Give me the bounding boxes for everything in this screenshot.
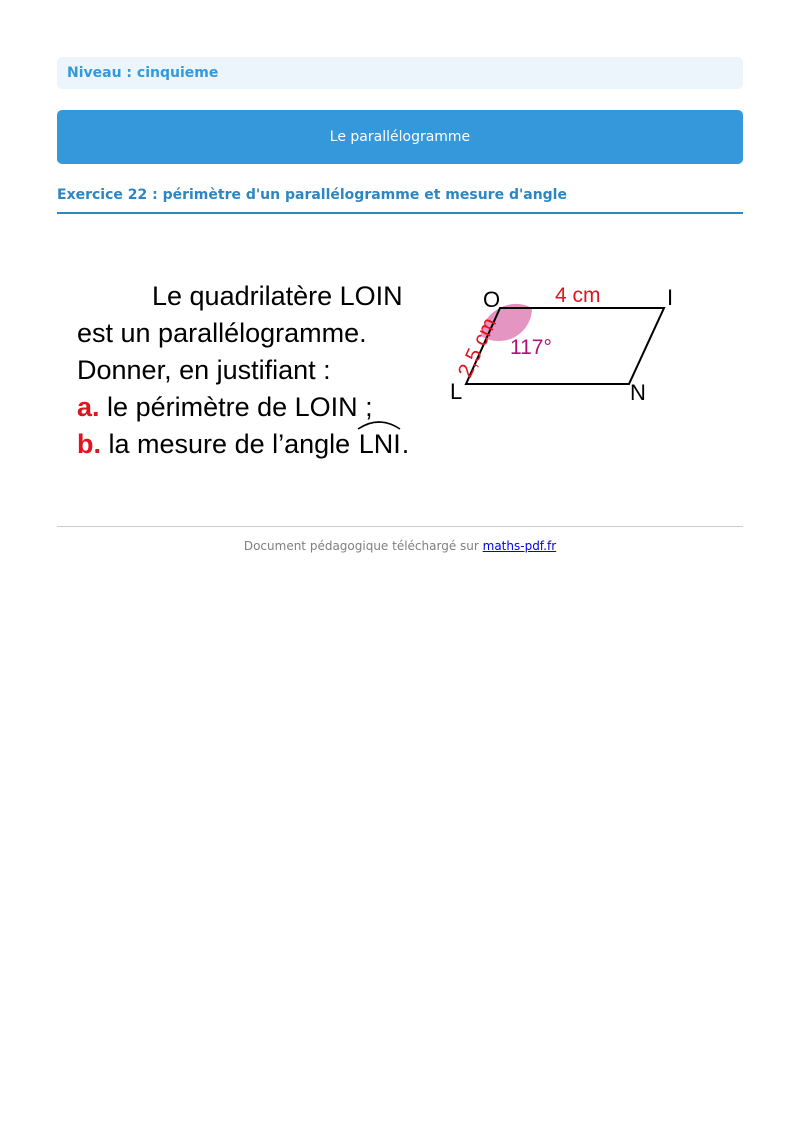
question-b (77, 426, 447, 463)
vertex-i-label: I (667, 285, 674, 310)
parallelogram-figure (440, 275, 700, 410)
statement-line-2: est un parallélogramme. (77, 318, 367, 348)
question-b-text: la mesure de l’angle (108, 429, 351, 459)
vertex-n-label: N (630, 380, 646, 405)
question-a-letter: a. (77, 392, 100, 422)
level-banner (57, 57, 743, 89)
vertex-o-label: O (483, 287, 501, 312)
exercise-divider (57, 212, 743, 214)
question-b-end: . (401, 429, 410, 459)
angle-hat-icon (356, 418, 402, 430)
side-lo-length: 2,5 cm (453, 314, 502, 382)
footer-link[interactable]: maths-pdf.fr (482, 539, 557, 553)
parallelogram-loin (466, 308, 664, 384)
angle-o-value: 117° (510, 336, 552, 359)
chapter-title: Le parallélogramme (329, 129, 471, 145)
angle-notation (358, 426, 402, 463)
exercise-title: Exercice 22 : périmètre d'un parallélogramme et mesure d'angle (57, 187, 567, 203)
vertex-l-label: L (450, 379, 463, 404)
footer (57, 538, 743, 554)
side-oi-length: 4 cm (555, 284, 601, 307)
footer-divider (57, 526, 743, 527)
question-a-text: le périmètre de LOIN ; (107, 392, 373, 422)
statement-line-1: Le quadrilatère LOIN (152, 281, 403, 311)
chapter-title-banner (57, 110, 743, 164)
footer-text: Document pédagogique téléchargé sur (243, 539, 483, 553)
statement-line-3: Donner, en justifiant : (77, 355, 331, 385)
exercise-statement (77, 278, 447, 463)
question-b-letter: b. (77, 429, 101, 459)
level-label: Niveau : cinquieme (67, 65, 219, 81)
angle-name-text: LNI (358, 429, 401, 459)
